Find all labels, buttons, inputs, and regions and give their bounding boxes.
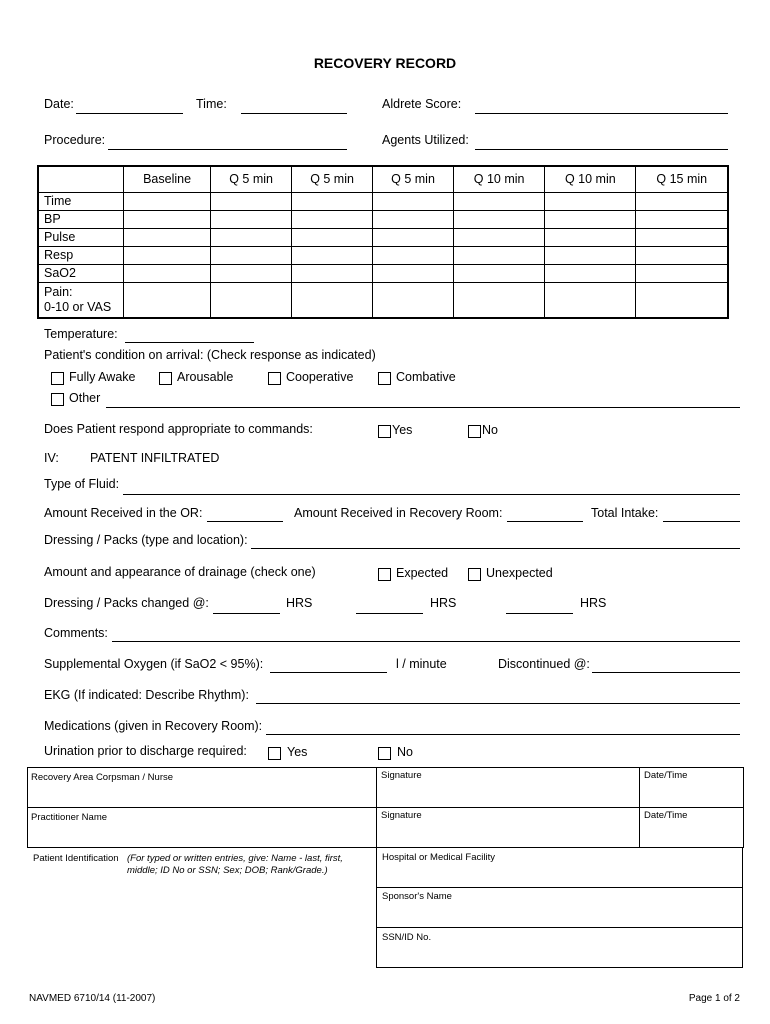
commands-yes-checkbox[interactable] xyxy=(378,425,391,438)
patient-id-top-border xyxy=(27,847,377,848)
vitals-cell[interactable] xyxy=(292,265,373,283)
vitals-cell[interactable] xyxy=(292,283,373,319)
column-header: Q 15 min xyxy=(636,166,728,193)
unexpected-checkbox[interactable] xyxy=(468,568,481,581)
iv-label: IV: xyxy=(44,451,59,465)
dressing-changed-field-3[interactable] xyxy=(506,613,573,614)
patient-id-note-line-2: middle; ID No or SSN; Sex; DOB; Rank/Grade.) xyxy=(127,865,328,876)
arousable-checkbox[interactable] xyxy=(159,372,172,385)
vitals-table xyxy=(37,165,729,319)
hrs-label-3: HRS xyxy=(580,596,607,610)
vitals-cell[interactable] xyxy=(211,211,292,229)
vitals-cell[interactable] xyxy=(292,247,373,265)
total-intake-field[interactable] xyxy=(663,521,740,522)
vitals-cell[interactable] xyxy=(124,265,211,283)
other-label: Other xyxy=(69,391,101,405)
page-title: RECOVERY RECORD xyxy=(313,55,457,71)
table-row xyxy=(38,265,728,283)
column-header: Baseline xyxy=(124,166,211,193)
dressing-label: Dressing / Packs (type and location): xyxy=(44,533,248,547)
table-row xyxy=(38,229,728,247)
cooperative-checkbox[interactable] xyxy=(268,372,281,385)
practitioner-label: Practitioner Name xyxy=(31,812,108,823)
aldrete-label: Aldrete Score: xyxy=(382,97,462,111)
vitals-cell[interactable] xyxy=(292,229,373,247)
vitals-cell[interactable] xyxy=(545,265,636,283)
time-label: Time: xyxy=(196,97,227,111)
vitals-cell[interactable] xyxy=(373,265,454,283)
table-row xyxy=(38,283,728,319)
practitioner-signature-field[interactable] xyxy=(378,824,636,844)
recovery-amount-field[interactable] xyxy=(507,521,583,522)
condition-label: Patient's condition on arrival: (Check response as indicated) xyxy=(44,348,376,362)
other-checkbox[interactable] xyxy=(51,393,64,406)
expected-label: Expected xyxy=(396,566,449,580)
vitals-cell[interactable] xyxy=(373,247,454,265)
table-row xyxy=(38,211,728,229)
vitals-cell[interactable] xyxy=(636,265,728,283)
medications-label: Medications (given in Recovery Room): xyxy=(44,719,263,733)
sponsor-field[interactable] xyxy=(379,905,739,923)
vitals-cell[interactable] xyxy=(124,211,211,229)
discontinued-field[interactable] xyxy=(592,672,740,673)
oxygen-label: Supplemental Oxygen (if SaO2 < 95%): xyxy=(44,657,264,671)
arousable-label: Arousable xyxy=(177,370,234,384)
corpsman-signature-field[interactable] xyxy=(378,784,636,804)
fully-awake-checkbox[interactable] xyxy=(51,372,64,385)
dressing-changed-field-1[interactable] xyxy=(213,613,280,614)
temperature-field[interactable] xyxy=(125,342,254,343)
medications-field[interactable] xyxy=(266,734,740,735)
date-field[interactable] xyxy=(76,113,183,114)
row-label: Time xyxy=(38,193,124,211)
sponsor-divider xyxy=(376,887,743,888)
facility-field[interactable] xyxy=(379,866,739,884)
expected-checkbox[interactable] xyxy=(378,568,391,581)
vitals-cell[interactable] xyxy=(211,247,292,265)
vitals-cell[interactable] xyxy=(545,283,636,319)
vitals-cell[interactable] xyxy=(211,193,292,211)
ekg-label: EKG (If indicated: Describe Rhythm): xyxy=(44,688,249,702)
vitals-cell[interactable] xyxy=(454,193,545,211)
procedure-label: Procedure: xyxy=(44,133,106,147)
row-label: Resp xyxy=(38,247,124,265)
urination-label: Urination prior to discharge required: xyxy=(44,744,247,758)
ssn-label: SSN/ID No. xyxy=(382,932,432,943)
patient-id-note-line-1: (For typed or written entries, give: Name - last, first, xyxy=(127,853,343,864)
sponsor-label: Sponsor's Name xyxy=(382,891,452,902)
vitals-cell[interactable] xyxy=(373,193,454,211)
patient-id-field[interactable] xyxy=(30,880,372,965)
vitals-cell[interactable] xyxy=(373,283,454,319)
date-label: Date: xyxy=(44,97,74,111)
dressing-field[interactable] xyxy=(251,548,740,549)
oxygen-unit-label: l / minute xyxy=(396,657,447,671)
other-field[interactable] xyxy=(106,407,740,408)
iv-status-text: PATENT INFILTRATED xyxy=(90,451,220,465)
comments-field[interactable] xyxy=(112,641,740,642)
vitals-cell[interactable] xyxy=(124,229,211,247)
vitals-cell[interactable] xyxy=(211,283,292,319)
row-label: Pain: 0-10 or VAS xyxy=(38,283,124,319)
vitals-cell[interactable] xyxy=(124,247,211,265)
page-number: Page 1 of 2 xyxy=(688,993,740,1004)
procedure-field[interactable] xyxy=(108,149,347,150)
patient-id-label: Patient Identification xyxy=(33,853,119,864)
signature-label-2: Signature xyxy=(381,810,422,821)
vitals-cell[interactable] xyxy=(545,193,636,211)
vitals-header-row xyxy=(38,166,728,193)
vitals-cell[interactable] xyxy=(454,247,545,265)
commands-yes-label: Yes xyxy=(392,423,413,437)
vitals-cell[interactable] xyxy=(211,265,292,283)
row-label: BP xyxy=(38,211,124,229)
dressing-changed-label: Dressing / Packs changed @: xyxy=(44,596,209,610)
vitals-cell[interactable] xyxy=(454,211,545,229)
ssn-divider xyxy=(376,927,743,928)
vitals-cell[interactable] xyxy=(636,211,728,229)
fluid-label: Type of Fluid: xyxy=(44,477,120,491)
table-row xyxy=(38,193,728,211)
practitioner-datetime-field[interactable] xyxy=(641,824,739,844)
recovery-amount-label: Amount Received in Recovery Room: xyxy=(294,506,503,520)
vitals-cell[interactable] xyxy=(454,229,545,247)
urination-yes-checkbox[interactable] xyxy=(268,747,281,760)
datetime-divider xyxy=(639,767,640,847)
corpsman-datetime-field[interactable] xyxy=(641,784,739,804)
dressing-changed-field-2[interactable] xyxy=(356,613,423,614)
vitals-cell[interactable] xyxy=(292,193,373,211)
ssn-field[interactable] xyxy=(379,946,739,964)
vitals-cell[interactable] xyxy=(124,283,211,319)
row-label: Pulse xyxy=(38,229,124,247)
column-header: Q 5 min xyxy=(211,166,292,193)
signature-label-1: Signature xyxy=(381,770,422,781)
vitals-cell[interactable] xyxy=(373,229,454,247)
unexpected-label: Unexpected xyxy=(486,566,553,580)
vitals-cell[interactable] xyxy=(454,265,545,283)
urination-yes-label: Yes xyxy=(287,745,308,759)
vitals-cell[interactable] xyxy=(211,229,292,247)
vitals-cell[interactable] xyxy=(454,283,545,319)
row-label: SaO2 xyxy=(38,265,124,283)
vitals-corner-cell xyxy=(38,166,124,193)
time-field[interactable] xyxy=(241,113,347,114)
drainage-label: Amount and appearance of drainage (check one) xyxy=(44,565,316,579)
corpsman-label: Recovery Area Corpsman / Nurse xyxy=(31,772,174,783)
vitals-cell[interactable] xyxy=(636,193,728,211)
signature-divider xyxy=(27,807,743,808)
vitals-cell[interactable] xyxy=(545,229,636,247)
fully-awake-label: Fully Awake xyxy=(69,370,136,384)
total-intake-label: Total Intake: xyxy=(591,506,659,520)
vitals-cell[interactable] xyxy=(636,247,728,265)
combative-label: Combative xyxy=(396,370,456,384)
urination-no-label: No xyxy=(397,745,413,759)
temperature-label: Temperature: xyxy=(44,327,118,341)
form-id: NAVMED 6710/14 (11-2007) xyxy=(29,993,156,1004)
commands-no-checkbox[interactable] xyxy=(468,425,481,438)
column-header: Q 10 min xyxy=(545,166,636,193)
column-header: Q 5 min xyxy=(292,166,373,193)
datetime-label-2: Date/Time xyxy=(644,810,688,821)
fluid-field[interactable] xyxy=(123,494,740,495)
or-amount-field[interactable] xyxy=(207,521,283,522)
ekg-field[interactable] xyxy=(256,703,740,704)
vitals-cell[interactable] xyxy=(636,229,728,247)
aldrete-field[interactable] xyxy=(475,113,728,114)
or-amount-label: Amount Received in the OR: xyxy=(44,506,203,520)
urination-no-checkbox[interactable] xyxy=(378,747,391,760)
discontinued-label: Discontinued @: xyxy=(498,657,590,671)
vitals-cell[interactable] xyxy=(373,211,454,229)
table-row xyxy=(38,247,728,265)
agents-field[interactable] xyxy=(475,149,728,150)
vitals-cell[interactable] xyxy=(636,283,728,319)
vitals-cell[interactable] xyxy=(545,247,636,265)
commands-label: Does Patient respond appropriate to commands: xyxy=(44,422,313,436)
agents-label: Agents Utilized: xyxy=(382,133,469,147)
cooperative-label: Cooperative xyxy=(286,370,354,384)
vitals-cell[interactable] xyxy=(545,211,636,229)
facility-label: Hospital or Medical Facility xyxy=(382,852,495,863)
vitals-cell[interactable] xyxy=(292,211,373,229)
combative-checkbox[interactable] xyxy=(378,372,391,385)
commands-no-label: No xyxy=(482,423,498,437)
vitals-cell[interactable] xyxy=(124,193,211,211)
column-header: Q 5 min xyxy=(373,166,454,193)
column-header: Q 10 min xyxy=(454,166,545,193)
oxygen-field[interactable] xyxy=(270,672,387,673)
hrs-label-1: HRS xyxy=(286,596,313,610)
datetime-label-1: Date/Time xyxy=(644,770,688,781)
comments-label: Comments: xyxy=(44,626,108,640)
hrs-label-2: HRS xyxy=(430,596,457,610)
